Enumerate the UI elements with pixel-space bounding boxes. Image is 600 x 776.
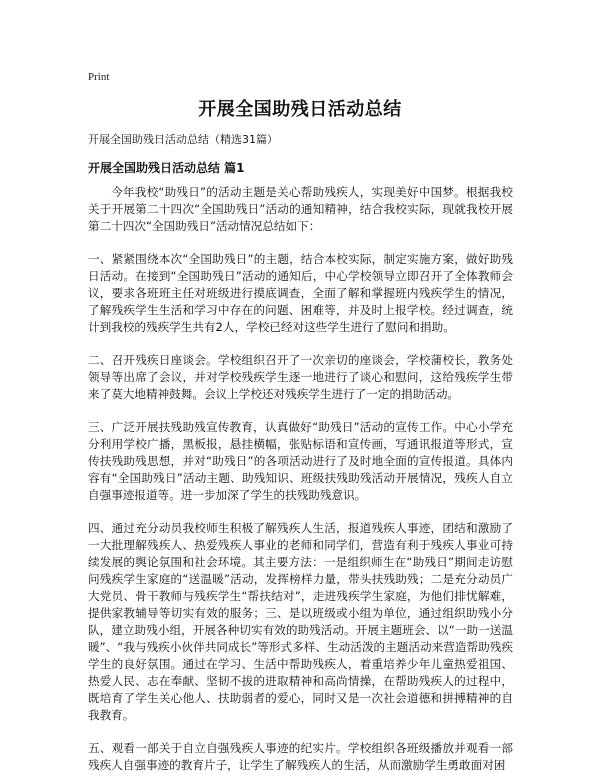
paragraph-2: 二、召开残疾日座谈会。学校组织召开了一次亲切的座谈会，学校蒲校长，教务处领导等出席了会议，并对学校残疾学生逐一地进行了谈心和慰问，这给残疾学生带来了莫大地精神鼓舞。会议上学校还对残疾学生进行了一定的捐助活动。 (88, 353, 513, 401)
document-title: 开展全国助残日活动总结 (198, 99, 402, 120)
article-body (88, 184, 513, 776)
paragraph-intro: 今年我校“助残日”的活动主题是关心帮助残疾人，实现美好中国梦。根据我校关于开展第二十四次“全国助残日”活动的通知精神，结合我校实际，现就我校开展第二十四次“全国助残日”活动情况总结如下： (88, 185, 513, 233)
section-heading: 开展全国助残日活动总结 篇1 (88, 161, 245, 175)
paragraph-4: 四、通过充分动员我校师生积极了解残疾人生活，报道残疾人事迹，团结和激励了一大批理解残疾人、热爱残疾人事业的老师和同学们，营造有利于残疾人事业可持续发展的舆论氛围和社会环境。其主要方法：一是组织师生在“助残日”期间走访慰问残疾学生家庭的“送温暖”活动，发挥榜样力量，带头扶残助残；二是充分动员广大党员、骨干教师与残疾学生“帮扶结对”，走进残疾学生家庭，为他们排忧解难，提供家教辅导等切实有效的服务；三、是以班级或小组为单位，通过组织助残小分队，建立助残小组，开展各种切实有效的助残活动。开展主题班会、以“一助一送温暖”、“我与残疾小伙伴共同成长”等形式多样、生动活泼的主题活动来营造帮助残疾学生的良好氛围。通过在学习、生活中帮助残疾人，着重培养少年儿童热爱祖国、热爱人民、志在奉献、坚韧不拔的进取精神和高尚情操，在帮助残疾人的过程中，既培育了学生关心他人、扶助弱者的爱心，同时又是一次社会道德和拼搏精神的自我教育。 (88, 521, 513, 722)
paragraph-1: 一、紧紧围绕本次“全国助残日”的主题，结合本校实际，制定实施方案，做好助残日活动。在接到“全国助残日”活动的通知后，中心学校领导立即召开了全体教师会议，要求各班班主任对班级进行摸底调查，全面了解和掌握班内残疾学生的情况，了解残疾学生生活和学习中存在的问题、困难等，并及时上报学校。经过调查，统计到我校的残疾学生共有2人，学校已经对这些学生进行了慰问和捐助。 (88, 252, 513, 334)
print-label[interactable]: Print (88, 71, 110, 83)
paragraph-3: 三、广泛开展扶残助残宣传教育，认真做好“助残日”活动的宣传工作。中心小学充分利用学校广播，黑板报，悬挂横幅，张贴标语和宣传画，写通讯报道等形式，宣传扶残助残思想，并对“助残日”的各项活动进行了及时地全面的宣传报道。具体内容有“全国助残日”活动主题、助残知识、班级扶残助残活动开展情况，残疾人自立自强事迹报道等。进一步加深了学生的扶残助残意识。 (88, 420, 513, 502)
paragraph-5: 五、观看一部关于自立自强残疾人事迹的纪实片。学校组织各班级播放并观看一部残疾人自强事迹的教育片子，让学生了解残疾人的生活，从而激励学生勇敢面对困 (88, 741, 513, 772)
document-subtitle: 开展全国助残日活动总结（精选31篇） (88, 133, 278, 146)
